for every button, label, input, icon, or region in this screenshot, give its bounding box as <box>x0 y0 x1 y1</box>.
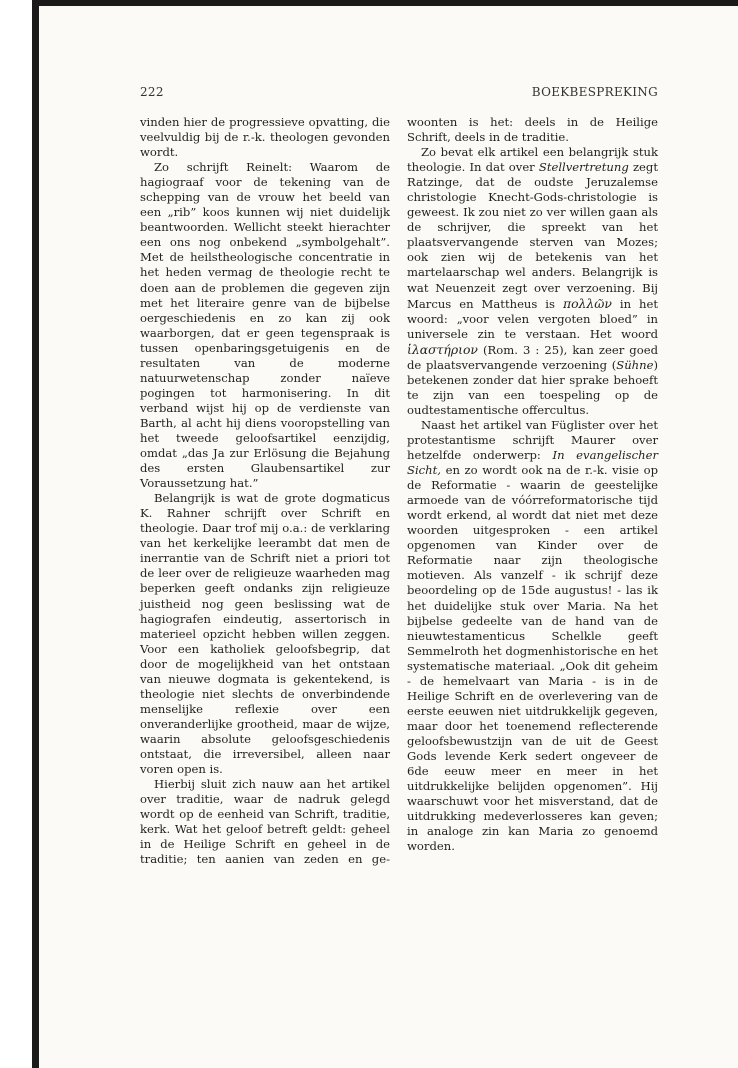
right-paragraph-1: woonten is het: deels in de Heilige Schrift, deels in de traditie. <box>407 115 658 145</box>
right-paragraph-2 <box>407 145 658 418</box>
text-run: in het woord: „voor velen vergoten bloed” in universele zin te verstaan. Het woord <box>407 296 658 341</box>
text-run: ) betekenen zonder dat hier sprake behoeft te zijn van een toespeling op de oudtestamentische offercultus. <box>407 357 658 417</box>
text-run: en zo wordt ook na de r.-k. visie op de Reformatie - waarin de geestelijke armoede van de vóórreformatorische tijd wordt erkend, al wordt dat niet met deze woorden uitgesproken - een artikel opgenomen van Kinder over de Reformatie naar zijn theologische motieven. Als vanzelf - ik schrijf deze beoordeling op de 15de augustus! - las ik het duidelijke stuk over Maria. Na het bijbelse gedeelte van de hand van de nieuwtestamenticus Schelkle geeft Semmelroth het dogmenhistorische en het systematische materiaal. „Ook dit geheim - de hemelvaart van Maria - is in de Heilige Schrift en de overlevering van de eerste eeuwen niet uitdrukkelijk gegeven, maar door het toenemend reflecterende geloofsbewustzijn van de uit de Geest Gods levende Kerk sedert ongeveer de 6de eeuw meer en meer in het uitdrukkelijke belijden opgenomen”. Hij waarschuwt voor het misverstand, dat de uitdrukking medeverlosseres kan geven; in analoge zin kan Maria zo genoemd worden. <box>407 463 658 854</box>
left-paragraph-3: Belangrijk is wat de grote dogmaticus K. Rahner schrijft over Schrift en theologie. Daar trof mij o.a.: de verklaring van het kerkelijke leerambt dat men de inerrantie van de Schrift niet a priori tot de leer over de religieuze waarheden mag beperken geeft ondanks zijn religieuze juistheid nog geen beslissing wat de hagiografen eindeutig, assertorisch in materieel opzicht hebben willen zeggen. Voor een katholiek geloofsbegrip, dat door de mogelijkheid van het ontstaan van nieuwe dogmata is gekentekend, is theologie niet slechts de onverbindende menselijke reflexie over een onveranderlijke grootheid, maar de wijze, waarin absolute geloofsgeschiedenis ontstaat, die irreversibel, alleen naar voren open is. <box>140 491 390 777</box>
italic-term-evangelischer-sicht: In evangelischer Sicht, <box>407 448 658 478</box>
left-paragraph-2: Zo schrijft Reinelt: Waarom de hagiograaf voor de tekening van de schepping van de vrouw het beeld van een „rib” koos kunnen wij niet duidelijk beantwoorden. Wellicht steekt hierachter een ons nog onbekend „symbolgehalt”. Met de heilstheologische concentratie in het heden vermag de theologie recht te doen aan de problemen die gegeven zijn met het literaire genre van de bijbelse oergeschiedenis en zo kan zij ook waarborgen, dat er geen tegenspraak is tussen openbaringsgetuigenis en de resultaten van de moderne natuurwetenschap zonder naïeve pogingen tot harmonisering. In dit verband wijst hij op de verdienste van Barth, al acht hij diens vooropstelling van het tweede geloofsartikel eenzijdig, omdat „das Ja zur Erlösung die Bejahung des ersten Glaubensartikel zur Voraussetzung hat.” <box>140 160 390 491</box>
greek-word-pollon: πολλῶν <box>562 295 612 311</box>
greek-word-hilasterion: ἱλαστήριον <box>407 341 478 357</box>
left-column <box>140 115 390 867</box>
text-run: Zo bevat elk artikel een belangrijk stuk theologie. In dat over <box>407 145 658 175</box>
right-paragraph-3 <box>407 418 658 854</box>
page-number: 222 <box>140 85 164 99</box>
italic-term-suhne: Sühne <box>616 357 654 372</box>
running-header <box>140 85 658 99</box>
left-paragraph-1: vinden hier de progressieve opvatting, die veelvuldig bij de r.-k. theologen gevonden wordt. <box>140 115 390 160</box>
left-paragraph-4: Hierbij sluit zich nauw aan het artikel over traditie, waar de nadruk gelegd wordt op de eenheid van Schrift, traditie, kerk. Wat het geloof betreft geldt: geheel in de Heilige Schrift en geheel in de traditie; ten aanien van zeden en ge- <box>140 777 390 867</box>
text-run: Naast het artikel van Füglister over het protestantisme schrijft Maurer over hetzelfde onderwerp: <box>407 417 658 463</box>
scan-edge-left <box>32 0 39 1068</box>
right-column <box>407 115 658 854</box>
running-title: BOEKBESPREKING <box>531 85 658 99</box>
italic-term-stellvertretung: Stellvertretung <box>538 160 629 175</box>
text-run: zegt Ratzinge, dat de oudste Jeruzalemse christologie Knecht-Gods-christologie is geweest. Ik zou niet zo ver willen gaan als de schrijver, die spreekt van het plaatsvervangende sterven van Mozes; ook zien wij de betekenis van het martelaarschap wel anders. Belangrijk is wat Neuenzeit zegt over verzoening. Bij Marcus en Mattheus is <box>407 160 658 311</box>
text-run: (Rom. 3 : 25), kan zeer goed de plaatsvervangende verzoening ( <box>407 342 658 372</box>
